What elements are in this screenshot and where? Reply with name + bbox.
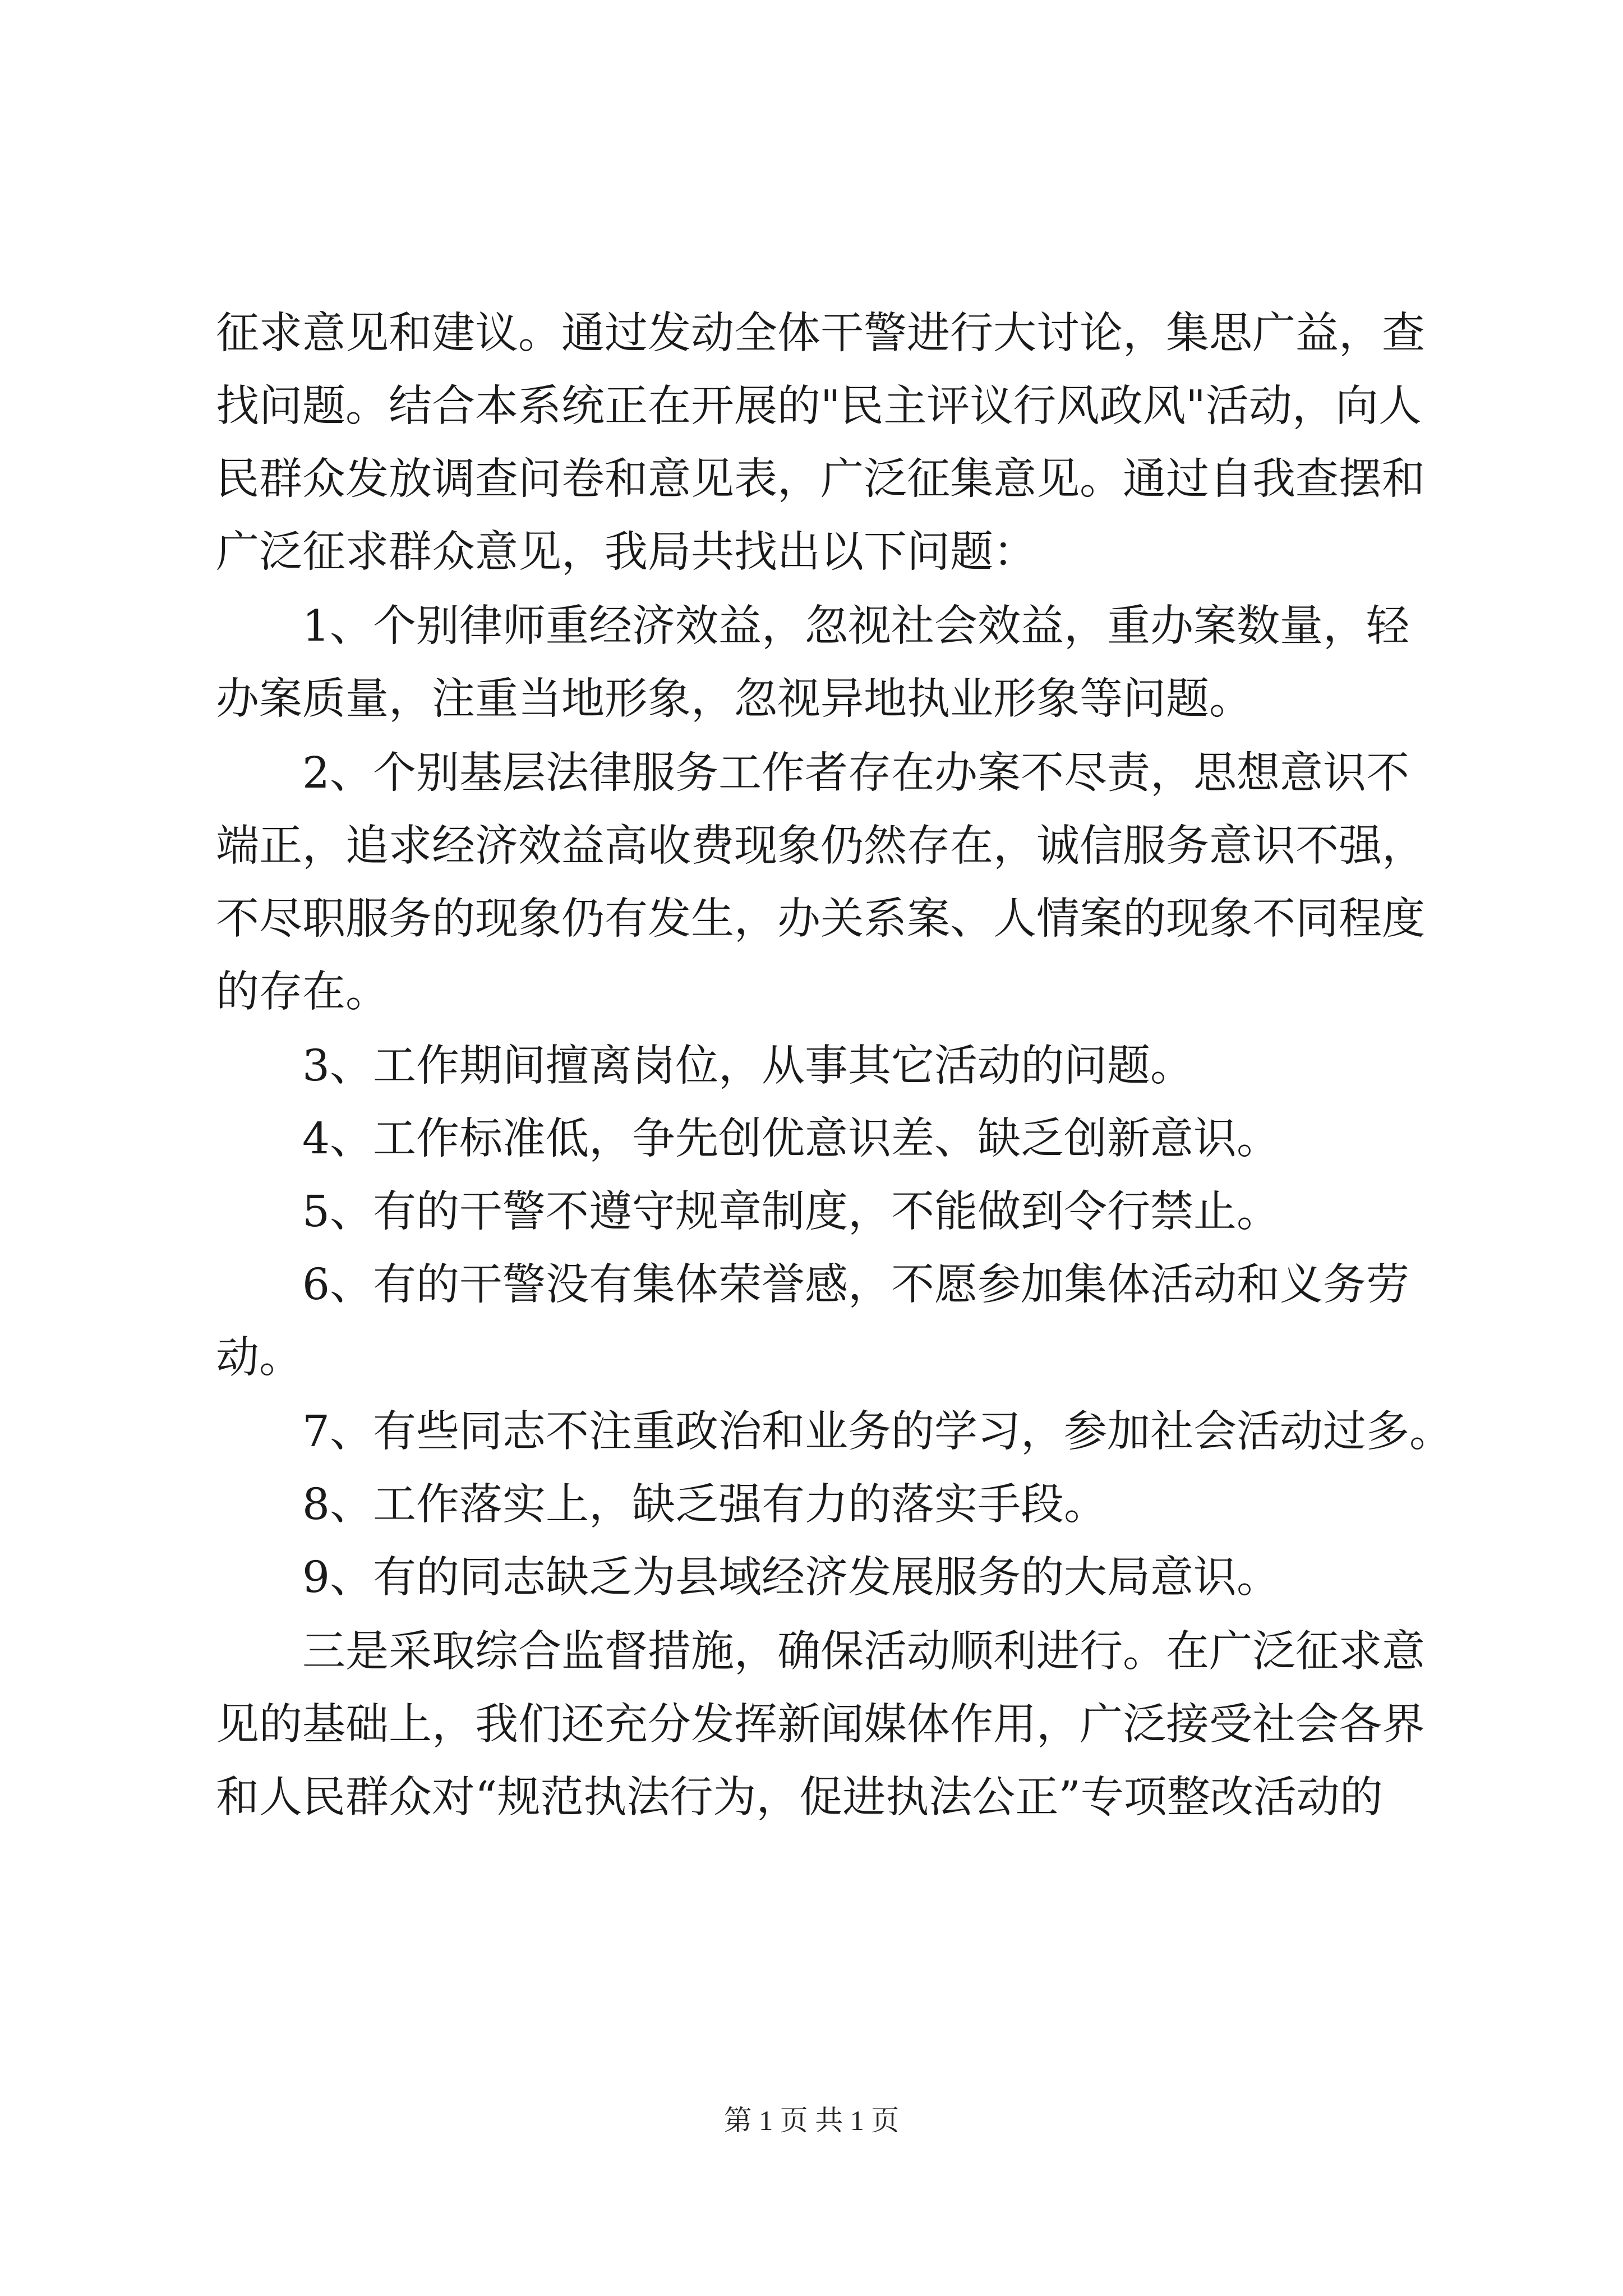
page-footer: 第 1 页 共 1 页 [723,2105,900,2136]
list-item-6: 6、有的干警没有集体荣誉感，不愿参加集体活动和义务劳 [302,1260,1409,1310]
body-line: 广泛征求群众意见，我局共找出以下问题： [216,527,1036,577]
list-item-8: 8、工作落实上，缺乏强有力的落实手段。 [302,1480,1107,1530]
body-line: 端正，追求经济效益高收费现象仍然存在，诚信服务意识不强， [216,821,1425,871]
body-line: 民群众发放调查问卷和意见表，广泛征集意见。通过自我查摆和 [216,454,1425,504]
list-item-2: 2、个别基层法律服务工作者存在办案不尽责，思想意识不 [302,748,1409,798]
list-item-5: 5、有的干警不遵守规章制度，不能做到令行禁止。 [302,1187,1280,1237]
body-line: 征求意见和建议。通过发动全体干警进行大讨论，集思广益，查 [216,309,1425,358]
body-line: 见的基础上，我们还充分发挥新闻媒体作用，广泛接受社会各界 [216,1700,1425,1750]
list-item-9: 9、有的同志缺乏为县域经济发展服务的大局意识。 [302,1553,1280,1603]
body-line: 找问题。结合本系统正在开展的"民主评议行风政风"活动，向人 [216,381,1422,431]
list-item-7: 7、有些同志不注重政治和业务的学习，参加社会活动过多。 [302,1407,1453,1457]
list-item-4: 4、工作标准低，争先创优意识差、缺乏创新意识。 [302,1114,1280,1164]
body-line: 的存在。 [216,967,389,1017]
paragraph-start: 三是采取综合监督措施，确保活动顺利进行。在广泛征求意 [302,1627,1425,1677]
body-line: 不尽职服务的现象仍有发生，办关系案、人情案的现象不同程度 [216,894,1425,944]
body-line: 和人民群众对“规范执法行为，促进执法公正”专项整改活动的 [216,1773,1383,1823]
body-line: 办案质量，注重当地形象，忽视异地执业形象等问题。 [216,674,1252,724]
body-line: 动。 [216,1333,302,1383]
list-item-3: 3、工作期间擅离岗位，从事其它活动的问题。 [302,1041,1193,1091]
list-item-1: 1、个别律师重经济效益，忽视社会效益，重办案数量，轻 [302,601,1409,651]
